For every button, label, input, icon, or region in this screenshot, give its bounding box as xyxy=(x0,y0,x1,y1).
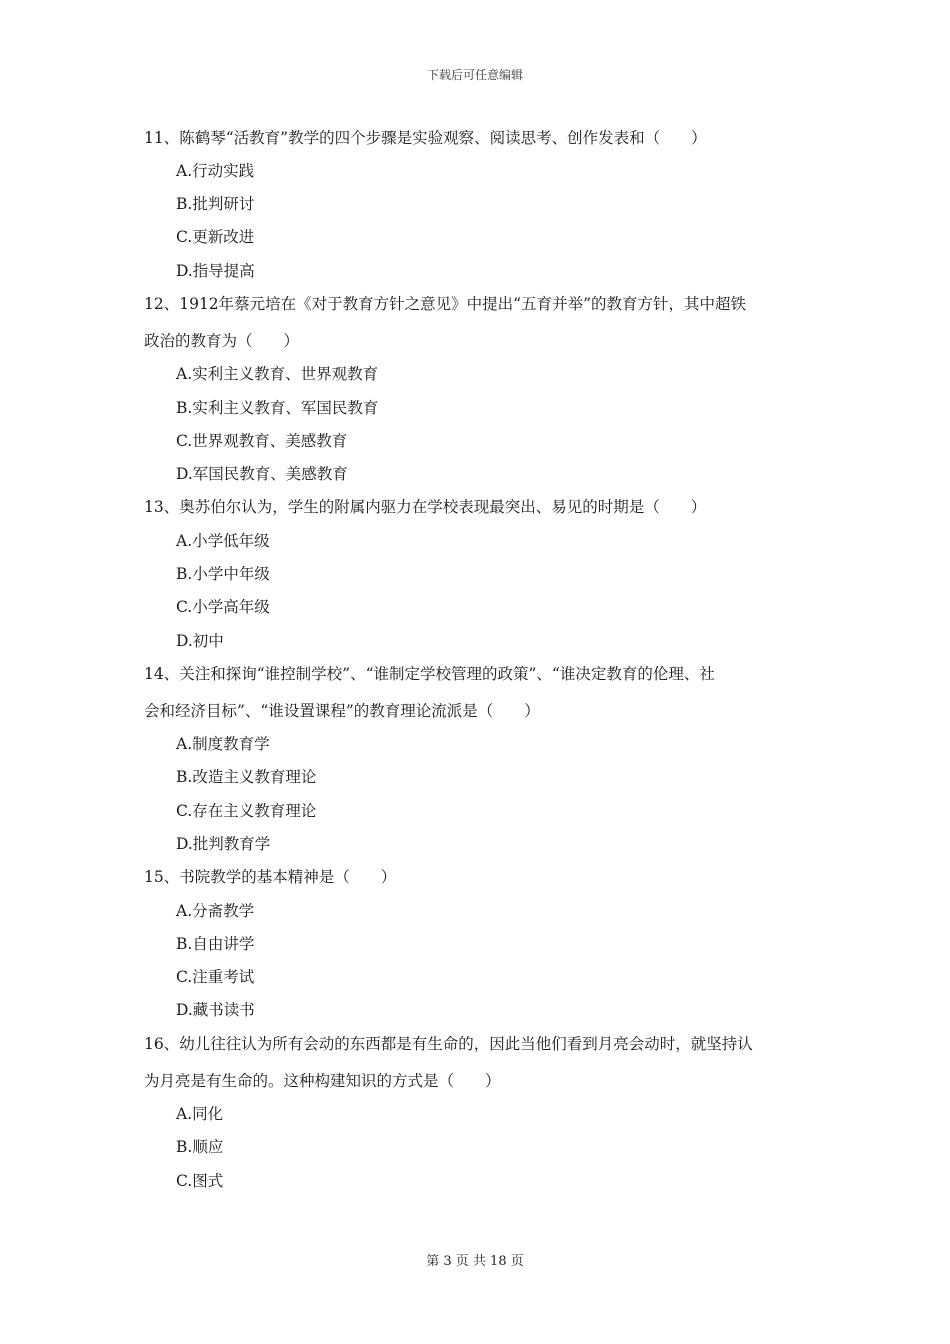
question-12-option-b: B.实利主义教育、军国民教育 xyxy=(176,399,379,417)
question-16-option-c: C.图式 xyxy=(176,1172,224,1190)
question-14-option-d: D.批判教育学 xyxy=(176,835,271,853)
question-11-option-c: C.更新改进 xyxy=(176,228,255,246)
question-12-stem: 12、1912年蔡元培在《对于教育方针之意见》中提出“五育并举”的教育方针，其中超铁 xyxy=(144,295,747,313)
question-13-stem: 13、奥苏伯尔认为，学生的附属内驱力在学校表现最突出、易见的时期是（ ） xyxy=(144,498,707,516)
question-16-option-a: A.同化 xyxy=(176,1105,224,1123)
question-15-stem: 15、书院教学的基本精神是（ ） xyxy=(144,868,397,886)
page-header: 下载后可任意编辑 xyxy=(426,68,523,82)
question-15-option-b: B.自由讲学 xyxy=(176,935,255,953)
question-12-option-a: A.实利主义教育、世界观教育 xyxy=(176,365,379,383)
question-14-stem-cont: 会和经济目标”、“谁设置课程”的教育理论流派是（ ） xyxy=(144,702,540,720)
page-footer: 第 3 页 共 18 页 xyxy=(426,1254,524,1269)
question-13-option-a: A.小学低年级 xyxy=(176,532,270,550)
question-12-option-c: C.世界观教育、美感教育 xyxy=(176,432,348,450)
question-11-option-a: A.行动实践 xyxy=(176,162,255,180)
question-16-option-b: B.顺应 xyxy=(176,1138,224,1156)
question-14-option-c: C.存在主义教育理论 xyxy=(176,802,317,820)
question-11-option-b: B.批判研讨 xyxy=(176,195,255,213)
question-12-stem-cont: 政治的教育为（ ） xyxy=(144,332,300,350)
question-14-option-b: B.改造主义教育理论 xyxy=(176,768,317,786)
question-11-stem: 11、陈鹤琴“活教育”教学的四个步骤是实验观察、阅读思考、创作发表和（ ） xyxy=(144,129,707,147)
question-14-stem: 14、关注和探询“谁控制学校”、“谁制定学校管理的政策”、“谁决定教育的伦理、社 xyxy=(144,665,715,683)
question-13-option-b: B.小学中年级 xyxy=(176,565,270,583)
question-14-option-a: A.制度教育学 xyxy=(176,735,270,753)
question-12-option-d: D.军国民教育、美感教育 xyxy=(176,465,348,483)
question-16-stem: 16、幼儿往往认为所有会动的东西都是有生命的，因此当他们看到月亮会动时，就坚持认 xyxy=(144,1035,753,1053)
question-15-option-a: A.分斋教学 xyxy=(176,902,255,920)
question-15-option-d: D.藏书读书 xyxy=(176,1001,255,1019)
question-15-option-c: C.注重考试 xyxy=(176,968,255,986)
question-13-option-c: C.小学高年级 xyxy=(176,598,270,616)
question-16-stem-cont: 为月亮是有生命的。这种构建知识的方式是（ ） xyxy=(144,1072,501,1090)
question-13-option-d: D.初中 xyxy=(176,632,224,650)
question-11-option-d: D.指导提高 xyxy=(176,262,255,280)
